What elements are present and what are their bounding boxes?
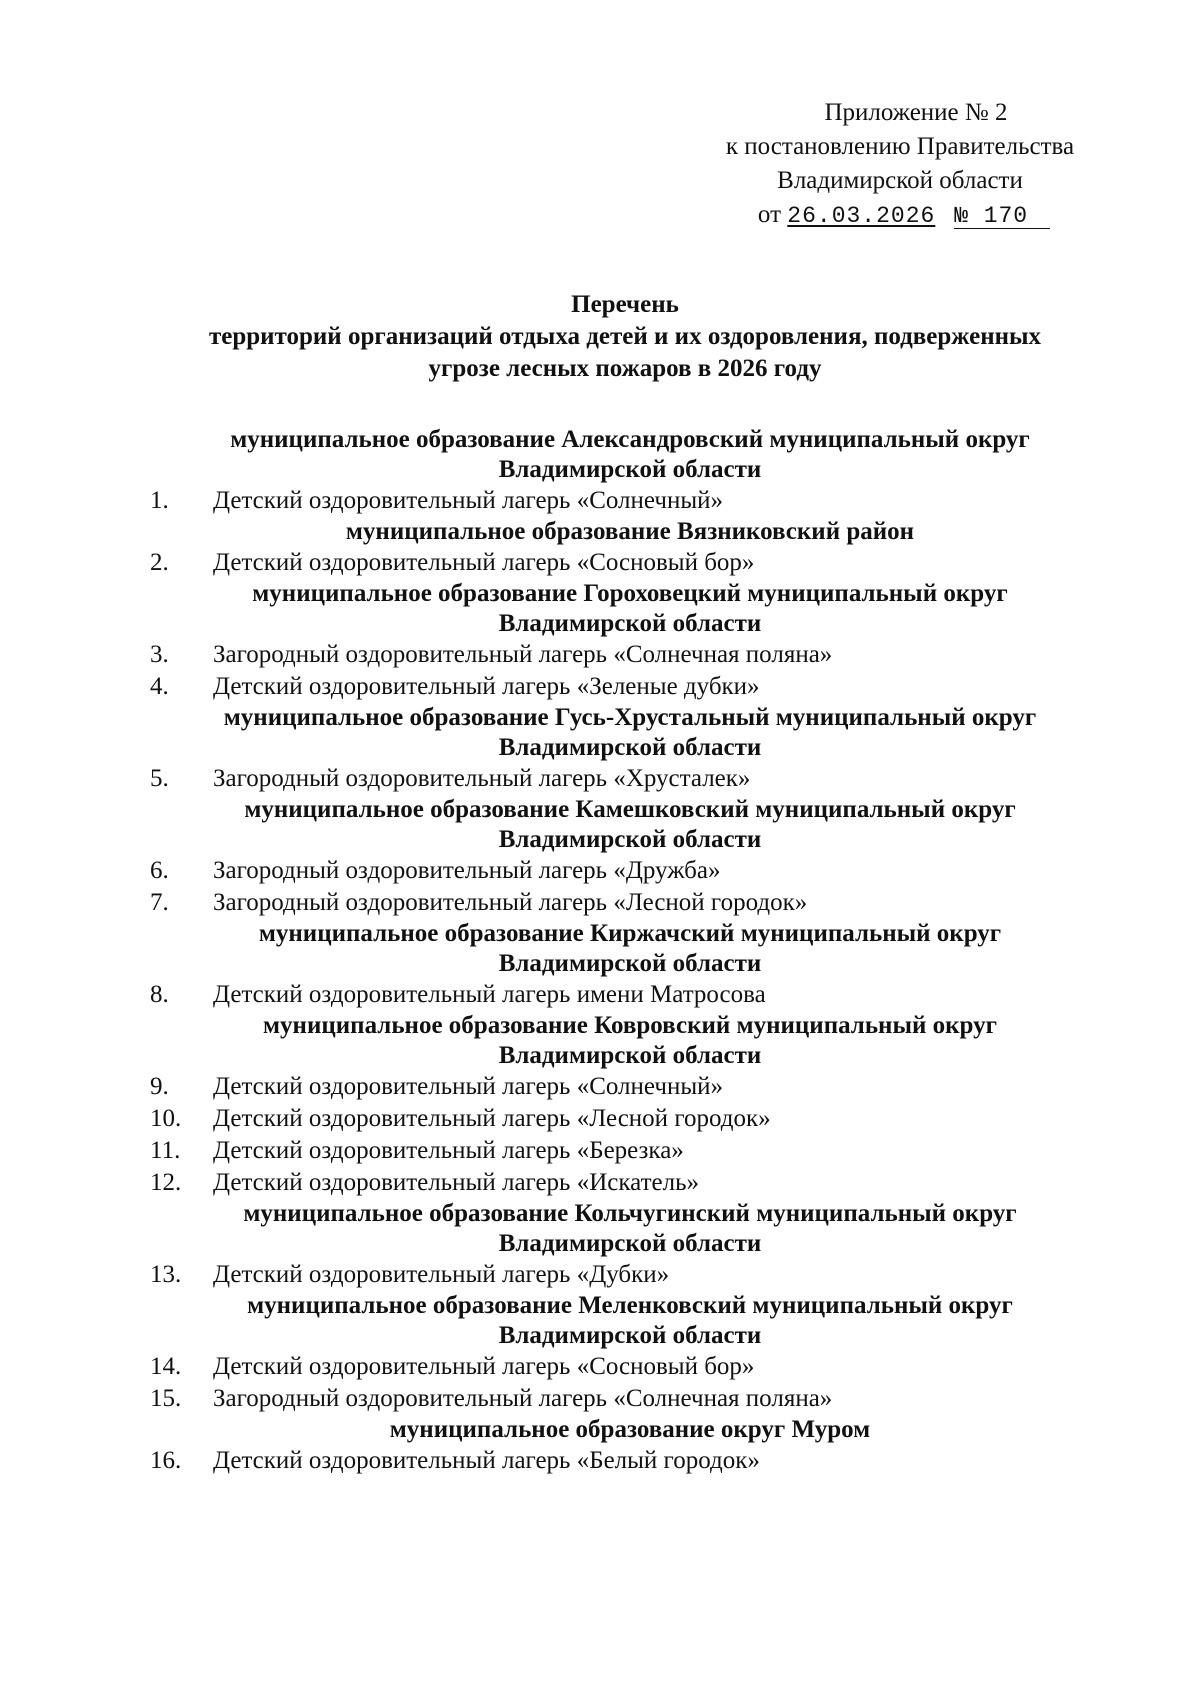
item-number: 15. — [150, 1385, 182, 1412]
item-text: Загородный оздоровительный лагерь «Дружба» — [213, 857, 721, 884]
municipality-heading: Владимирской области — [498, 826, 762, 853]
list-item — [0, 1103, 1200, 1135]
title-line-3: угрозе лесных пожаров в 2026 году — [428, 355, 822, 382]
municipality-heading: Владимирской области — [498, 1322, 762, 1349]
item-number: 8. — [150, 981, 169, 1008]
item-text: Загородный оздоровительный лагерь «Солнечная поляна» — [213, 641, 833, 668]
municipality-heading: Владимирской области — [498, 950, 762, 977]
item-number: 1. — [150, 487, 169, 514]
municipality-heading: муниципальное образование Гусь-Хрустальный муниципальный округ — [223, 704, 1037, 731]
item-text: Детский оздоровительный лагерь «Зеленые дубки» — [213, 673, 760, 700]
item-text: Детский оздоровительный лагерь «Искатель» — [213, 1169, 699, 1196]
item-text: Детский оздоровительный лагерь «Сосновый бор» — [213, 1353, 755, 1380]
item-number: 11. — [150, 1137, 181, 1164]
municipality-heading: муниципальное образование Александровский муниципальный округ — [230, 426, 1030, 453]
title-line-2: территорий организаций отдыха детей и их оздоровления, подверженных — [208, 323, 1042, 350]
item-number: 12. — [150, 1169, 182, 1196]
item-text: Детский оздоровительный лагерь «Лесной городок» — [213, 1105, 771, 1132]
item-number: 5. — [150, 765, 169, 792]
resolution-date: 26.03.2026 — [787, 203, 936, 229]
municipality-heading: муниципальное образование Меленковский муниципальный округ — [247, 1292, 1013, 1319]
item-number: 4. — [150, 673, 169, 700]
list-item — [0, 485, 1200, 517]
list-item — [0, 1259, 1200, 1291]
item-number: 16. — [150, 1447, 182, 1474]
item-text: Детский оздоровительный лагерь «Солнечный» — [213, 487, 724, 514]
municipality-heading: муниципальное образование Киржачский муниципальный округ — [258, 920, 1002, 947]
item-text: Загородный оздоровительный лагерь «Лесной городок» — [213, 889, 808, 916]
date-prefix: от — [757, 201, 782, 228]
appendix-header — [640, 96, 1160, 233]
appendix-title: Приложение № 2 — [824, 99, 1008, 126]
resolution-number-field — [954, 204, 1050, 229]
appendix-resolution-line: к постановлению Правительства — [725, 133, 1075, 160]
municipality-heading: муниципальное образование округ Муром — [389, 1416, 871, 1443]
list-item — [0, 887, 1200, 919]
title-line-1: Перечень — [571, 291, 679, 318]
list-item — [0, 1383, 1200, 1415]
resolution-number: 170 — [983, 203, 1029, 229]
item-number: 13. — [150, 1261, 182, 1288]
municipality-heading: Владимирской области — [498, 1230, 762, 1257]
item-text: Детский оздоровительный лагерь «Березка» — [213, 1137, 684, 1164]
list-item — [0, 855, 1200, 887]
territory-list — [0, 425, 1200, 1477]
number-label: № — [954, 203, 969, 229]
municipality-heading: муниципальное образование Гороховецкий муниципальный округ — [252, 580, 1008, 607]
item-text: Детский оздоровительный лагерь «Белый городок» — [213, 1447, 760, 1474]
list-item — [0, 763, 1200, 795]
item-text: Загородный оздоровительный лагерь «Солнечная поляна» — [213, 1385, 833, 1412]
list-item — [0, 979, 1200, 1011]
list-item — [0, 1167, 1200, 1199]
appendix-date-line — [640, 198, 1160, 233]
item-text: Детский оздоровительный лагерь «Сосновый бор» — [213, 549, 755, 576]
municipality-heading: Владимирской области — [498, 456, 762, 483]
item-number: 9. — [150, 1073, 169, 1100]
municipality-heading: Владимирской области — [498, 610, 762, 637]
item-number: 7. — [150, 889, 169, 916]
item-text: Детский оздоровительный лагерь «Дубки» — [213, 1261, 670, 1288]
list-item — [0, 1445, 1200, 1477]
list-item — [0, 1351, 1200, 1383]
list-item — [0, 1135, 1200, 1167]
list-item — [0, 547, 1200, 579]
municipality-heading: муниципальное образование Камешковский муниципальный округ — [244, 796, 1016, 823]
item-text: Загородный оздоровительный лагерь «Хрусталек» — [213, 765, 751, 792]
municipality-heading: Владимирской области — [498, 734, 762, 761]
list-item — [0, 671, 1200, 703]
item-text: Детский оздоровительный лагерь «Солнечный» — [213, 1073, 724, 1100]
municipality-heading: муниципальное образование Вязниковский район — [345, 518, 915, 545]
appendix-region-line: Владимирской области — [777, 167, 1023, 194]
item-number: 3. — [150, 641, 169, 668]
document-title — [60, 289, 1190, 385]
item-number: 2. — [150, 549, 169, 576]
list-item — [0, 1071, 1200, 1103]
municipality-heading: муниципальное образование Кольчугинский муниципальный округ — [243, 1200, 1017, 1227]
item-text: Детский оздоровительный лагерь имени Матросова — [213, 981, 766, 1008]
item-number: 6. — [150, 857, 169, 884]
municipality-heading: Владимирской области — [498, 1042, 762, 1069]
municipality-heading: муниципальное образование Ковровский муниципальный округ — [263, 1012, 997, 1039]
item-number: 14. — [150, 1353, 182, 1380]
list-item — [0, 639, 1200, 671]
item-number: 10. — [150, 1105, 182, 1132]
